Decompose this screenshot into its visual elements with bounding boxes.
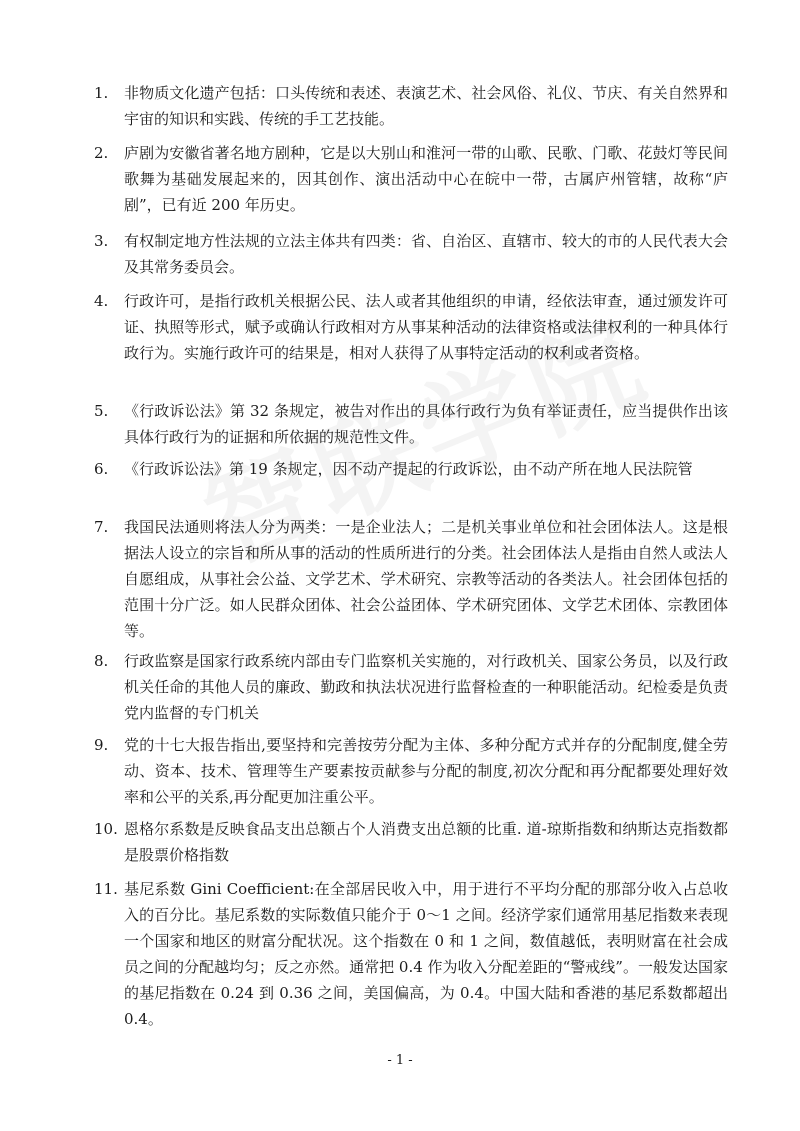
item-text: 非物质文化遗产包括：口头传统和表述、表演艺术、社会风俗、礼仪、节庆、有关自然界和宇宙的知识和实践、传统的手工艺技能。	[124, 84, 728, 128]
item-number: 11.	[94, 880, 118, 898]
item-text: 《行政诉讼法》第 32 条规定，被告对作出的具体行政行为负有举证责任，应当提供作出该具体行政行为的证据和所依据的规范性文件。	[124, 402, 728, 446]
item-text: 有权制定地方性法规的立法主体共有四类：省、自治区、直辖市、较大的市的人民代表大会及其常务委员会。	[124, 232, 728, 276]
item-number: 6.	[94, 460, 109, 478]
item-text: 党的十七大报告指出,要坚持和完善按劳分配为主体、多种分配方式并存的分配制度,健全劳动、资本、技术、管理等生产要素按贡献参与分配的制度,初次分配和再分配都要处理好效率和公平的关系,再分配更加注重公平。	[124, 736, 728, 806]
item-text: 《行政诉讼法》第 19 条规定，因不动产提起的行政诉讼，由不动产所在地人民法院管	[124, 460, 693, 478]
item-number: 2.	[94, 144, 109, 162]
item-text: 我国民法通则将法人分为两类：一是企业法人；二是机关事业单位和社会团体法人。这是根据法人设立的宗旨和所从事的活动的性质所进行的分类。社会团体法人是指由自然人或法人自愿组成，从事社会公益、文学艺术、学术研究、宗教等活动的各类法人。社会团体包括的范围十分广泛。如人民群众团体、社会公益团体、学术研究团体、文学艺术团体、宗教团体等。	[124, 518, 728, 640]
item-text: 基尼系数 Gini Coefficient:在全部居民收入中，用于进行不平均分配的那部分收入占总收入的百分比。基尼系数的实际数值只能介于 0～1 之间。经济学家们通常用基尼指数来表现一个国家和地区的财富分配状况。这个指数在 0 和 1 之间，数值越低，表明财富在社会成员之间的分配越均匀；反之亦然。通常把 0.4 作为收入分配差距的“警戒线”。一般发达国家的基尼指数在 0.24 到 0.36 之间，美国偏高，为 0.4。中国大陆和香港的基尼系数都超出 0.4。	[124, 880, 728, 1028]
item-number: 8.	[94, 652, 109, 670]
item-text: 庐剧为安徽省著名地方剧种，它是以大别山和淮河一带的山歌、民歌、门歌、花鼓灯等民间歌舞为基础发展起来的，因其创作、演出活动中心在皖中一带，古属庐州管辖，故称“庐剧”，已有近 200 年历史。	[124, 144, 728, 214]
item-number: 3.	[94, 232, 109, 250]
item-number: 10.	[94, 820, 118, 838]
item-number: 4.	[94, 292, 109, 310]
page-number: - 1 -	[387, 1053, 413, 1068]
item-number: 5.	[94, 402, 109, 420]
item-number: 1.	[94, 84, 109, 102]
item-text: 行政许可，是指行政机关根据公民、法人或者其他组织的申请，经依法审查，通过颁发许可证、执照等形式，赋予或确认行政相对方从事某种活动的法律资格或法律权利的一种具体行政行为。实施行政许可的结果是，相对人获得了从事特定活动的权利或者资格。	[124, 292, 728, 362]
item-text: 行政监察是国家行政系统内部由专门监察机关实施的，对行政机关、国家公务员，以及行政机关任命的其他人员的廉政、勤政和执法状况进行监督检查的一种职能活动。纪检委是负责党内监督的专门机关	[124, 652, 728, 722]
item-text: 恩格尔系数是反映食品支出总额占个人消费支出总额的比重. 道-琼斯指数和纳斯达克指数都是股票价格指数	[124, 820, 728, 864]
item-number: 9.	[94, 736, 109, 754]
item-number: 7.	[94, 518, 109, 536]
